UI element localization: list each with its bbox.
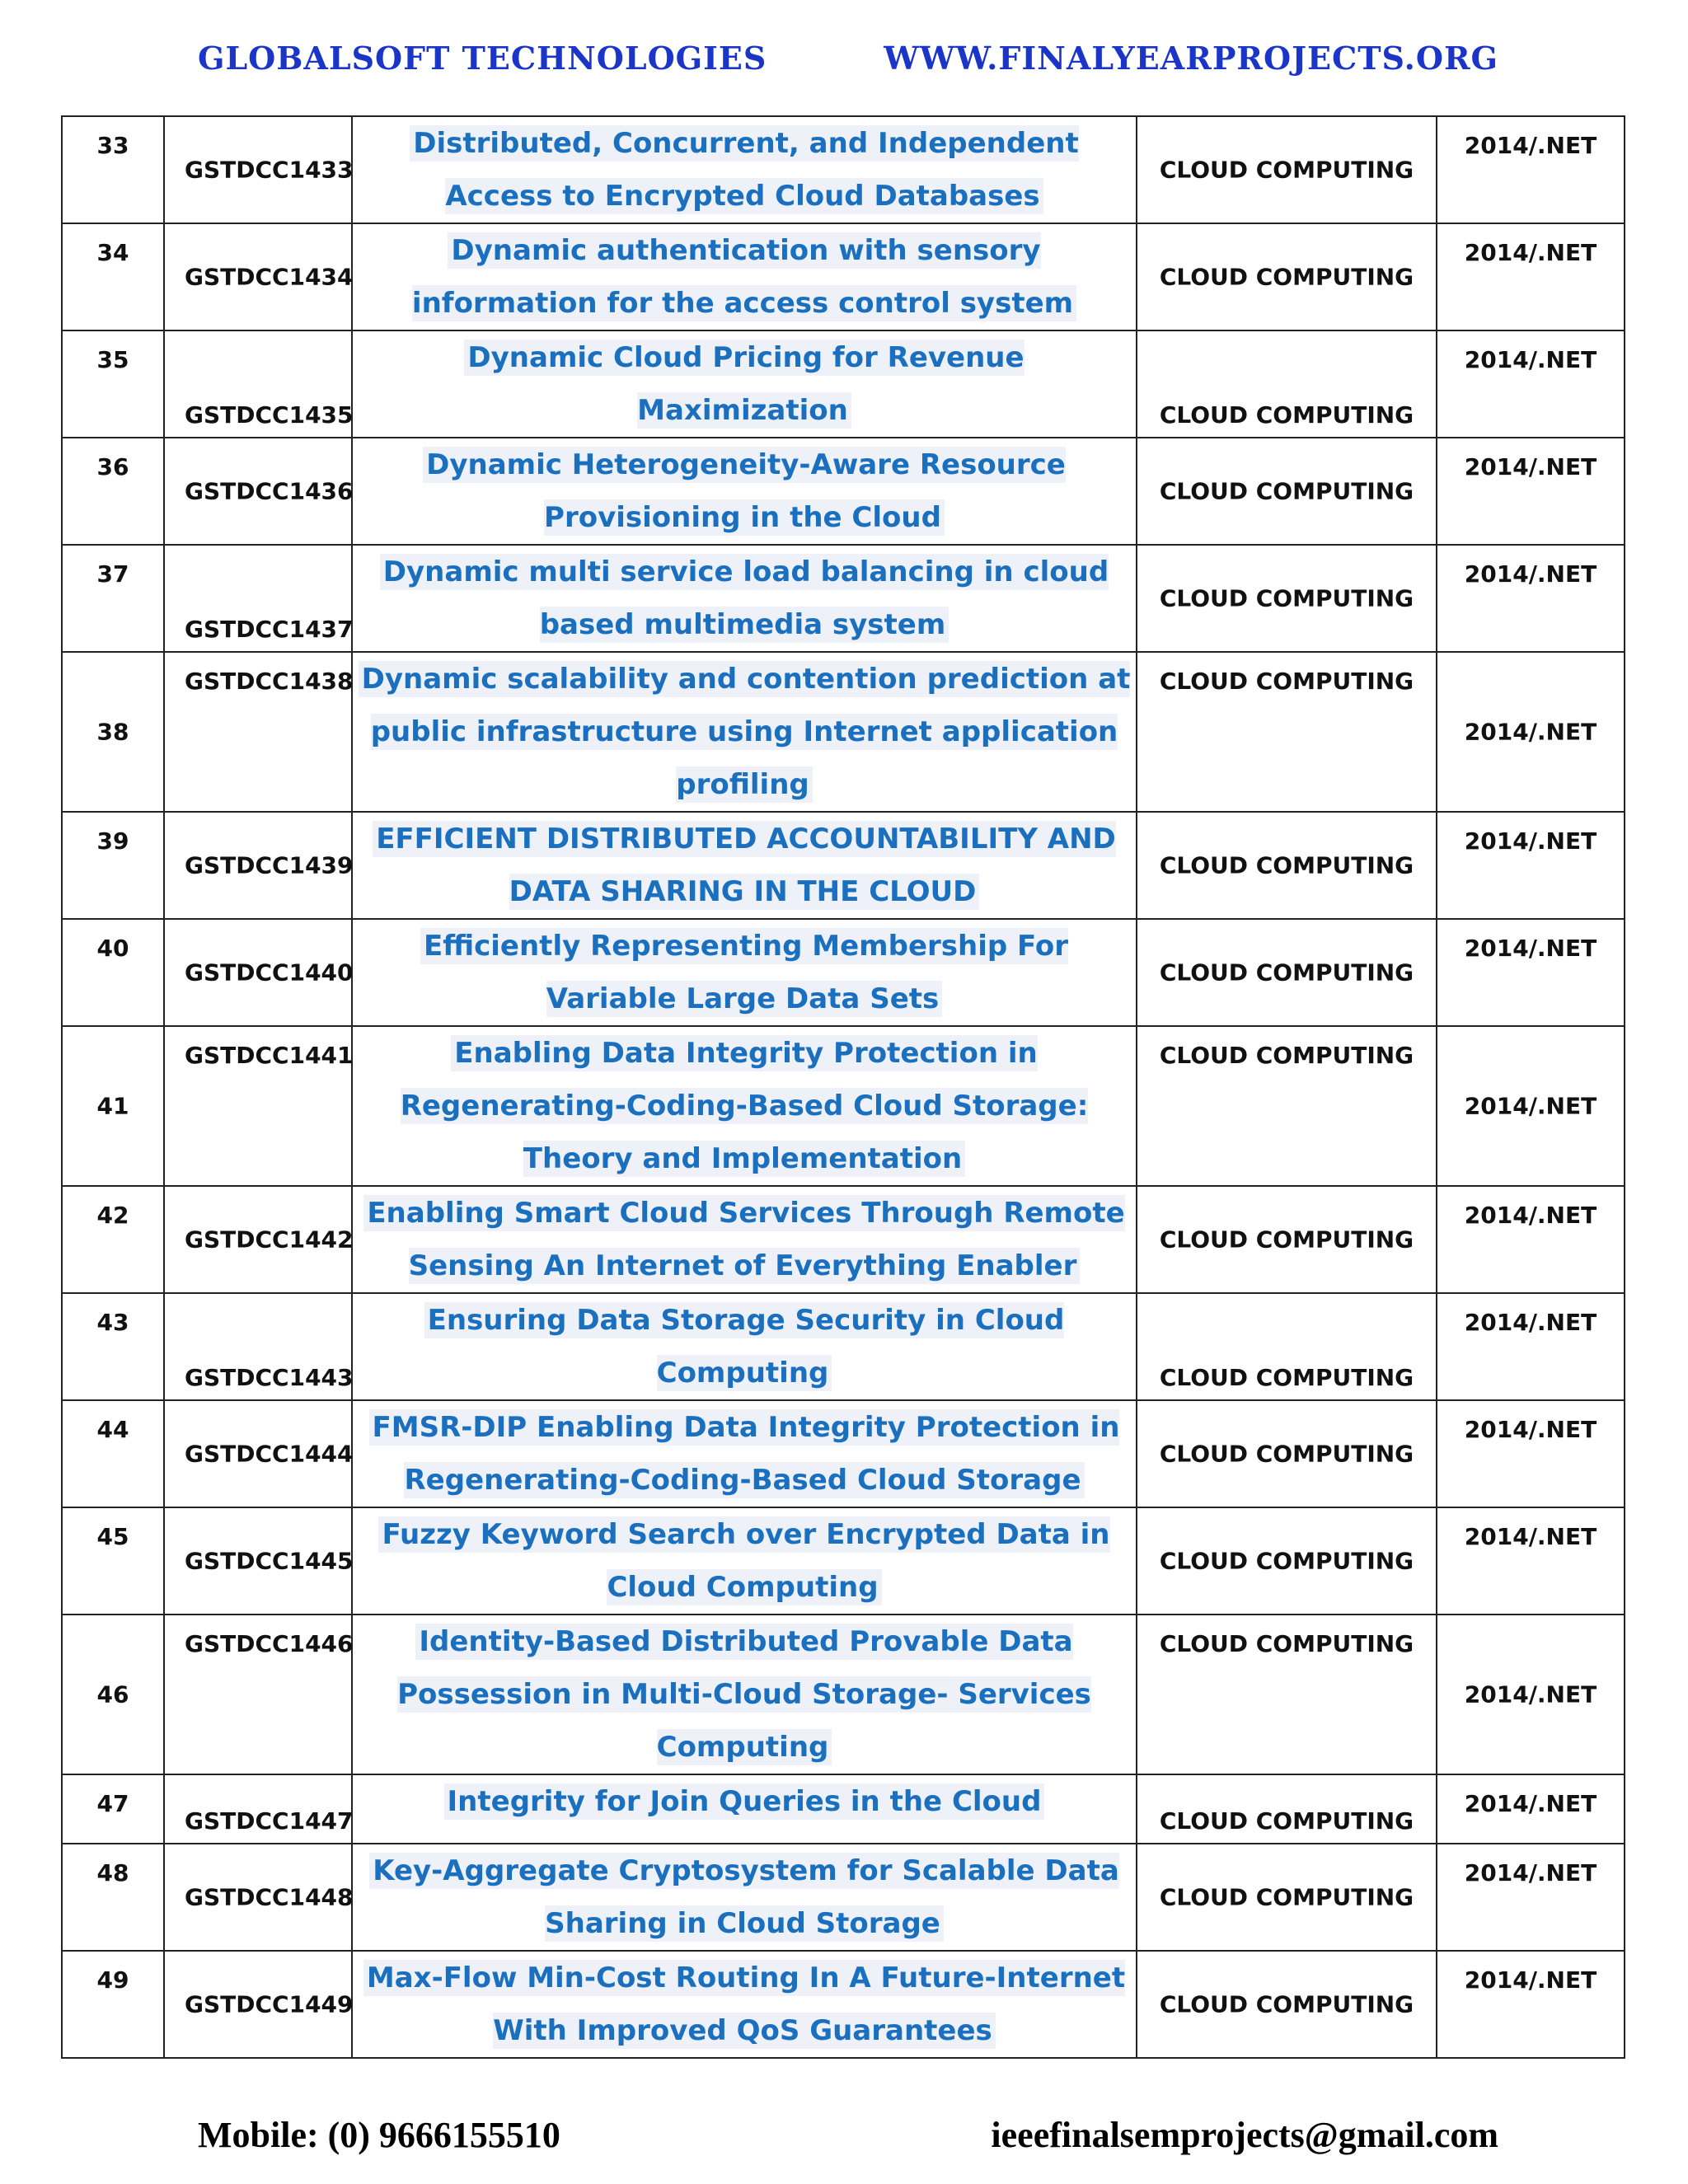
project-code-text: GSTDCC1437 xyxy=(185,616,354,643)
project-year xyxy=(1437,1774,1625,1844)
row-number xyxy=(62,1293,164,1400)
project-year xyxy=(1437,812,1625,919)
project-code xyxy=(164,438,352,545)
row-number xyxy=(62,1186,164,1293)
table-row xyxy=(62,116,1625,223)
project-year xyxy=(1437,1615,1625,1774)
project-domain xyxy=(1137,1774,1437,1844)
project-year-text: 2014/.NET xyxy=(1464,718,1597,746)
project-domain xyxy=(1137,1186,1437,1293)
project-code xyxy=(164,116,352,223)
project-domain-text: CLOUD COMPUTING xyxy=(1159,1883,1414,1911)
project-code-text: GSTDCC1445 xyxy=(185,1547,354,1575)
project-domain-text: CLOUD COMPUTING xyxy=(1159,156,1414,184)
project-year xyxy=(1437,545,1625,652)
project-title xyxy=(352,545,1137,652)
project-year-text: 2014/.NET xyxy=(1464,1966,1597,1994)
project-title-text: Dynamic Cloud Pricing for Revenue Maximization xyxy=(464,340,1024,429)
table-row xyxy=(62,1615,1625,1774)
project-domain xyxy=(1137,812,1437,919)
project-year xyxy=(1437,1293,1625,1400)
table-row xyxy=(62,1507,1625,1615)
project-title-text: Efficiently Representing Membership For Variable Large Data Sets xyxy=(420,928,1068,1017)
project-domain xyxy=(1137,1293,1437,1400)
project-code-text: GSTDCC1439 xyxy=(185,851,354,879)
project-title-text: Enabling Data Integrity Protection in Regenerating-Coding-Based Cloud Storage: Theory and Implementation xyxy=(400,1037,1089,1175)
project-year-text: 2014/.NET xyxy=(1464,239,1597,266)
row-number-text: 38 xyxy=(96,718,129,746)
project-code-text: GSTDCC1433 xyxy=(185,156,354,184)
project-year xyxy=(1437,330,1625,438)
table-row xyxy=(62,652,1625,812)
project-title-text: Dynamic authentication with sensory information for the access control system xyxy=(412,232,1076,321)
row-number xyxy=(62,116,164,223)
project-title-text: Dynamic Heterogeneity-Aware Resource Provisioning in the Cloud xyxy=(423,447,1066,536)
project-year xyxy=(1437,919,1625,1026)
row-number xyxy=(62,223,164,330)
project-code xyxy=(164,652,352,812)
project-year xyxy=(1437,1400,1625,1507)
row-number xyxy=(62,652,164,812)
project-title xyxy=(352,1844,1137,1951)
company-name: GLOBALSOFT TECHNOLOGIES xyxy=(198,39,767,77)
row-number xyxy=(62,330,164,438)
project-year-text: 2014/.NET xyxy=(1464,1790,1597,1817)
project-code-text: GSTDCC1442 xyxy=(185,1226,354,1254)
project-domain xyxy=(1137,116,1437,223)
project-domain-text: CLOUD COMPUTING xyxy=(1159,1547,1414,1575)
project-code-text: GSTDCC1447 xyxy=(185,1807,354,1835)
row-number xyxy=(62,1615,164,1774)
project-domain-text: CLOUD COMPUTING xyxy=(1159,1364,1414,1391)
project-code-text: GSTDCC1434 xyxy=(185,263,354,291)
project-year xyxy=(1437,1951,1625,2058)
project-domain-text: CLOUD COMPUTING xyxy=(1159,263,1414,291)
project-year-text: 2014/.NET xyxy=(1464,827,1597,855)
project-domain-text: CLOUD COMPUTING xyxy=(1159,1807,1414,1835)
row-number-text: 39 xyxy=(96,827,129,855)
row-number xyxy=(62,812,164,919)
project-domain xyxy=(1137,652,1437,812)
project-code-text: GSTDCC1448 xyxy=(185,1883,354,1911)
row-number xyxy=(62,919,164,1026)
project-year xyxy=(1437,1026,1625,1186)
project-year-text: 2014/.NET xyxy=(1464,1092,1597,1120)
project-code xyxy=(164,1507,352,1615)
project-year-text: 2014/.NET xyxy=(1464,1523,1597,1550)
project-title xyxy=(352,1293,1137,1400)
email-address: ieeefinalsemprojects@gmail.com xyxy=(991,2114,1498,2155)
project-code xyxy=(164,1026,352,1186)
project-domain-text: CLOUD COMPUTING xyxy=(1159,958,1414,987)
project-domain-text: CLOUD COMPUTING xyxy=(1159,584,1414,612)
table-row xyxy=(62,1186,1625,1293)
project-domain xyxy=(1137,330,1437,438)
projects-table xyxy=(61,115,1625,2059)
table-row xyxy=(62,1026,1625,1186)
row-number xyxy=(62,1774,164,1844)
project-year xyxy=(1437,223,1625,330)
project-domain-text: CLOUD COMPUTING xyxy=(1159,1042,1414,1069)
project-title-text: Key-Aggregate Cryptosystem for Scalable Data Sharing in Cloud Storage xyxy=(369,1853,1119,1942)
project-domain xyxy=(1137,545,1437,652)
project-title xyxy=(352,1951,1137,2058)
project-year-text: 2014/.NET xyxy=(1464,1859,1597,1886)
project-code xyxy=(164,545,352,652)
row-number xyxy=(62,545,164,652)
project-code-text: GSTDCC1446 xyxy=(185,1630,354,1657)
table-row xyxy=(62,545,1625,652)
row-number-text: 48 xyxy=(96,1859,129,1886)
project-year-text: 2014/.NET xyxy=(1464,132,1597,159)
project-year-text: 2014/.NET xyxy=(1464,1309,1597,1336)
project-year-text: 2014/.NET xyxy=(1464,1680,1597,1708)
project-year xyxy=(1437,652,1625,812)
project-title-text: Dynamic multi service load balancing in cloud based multimedia system xyxy=(380,554,1109,643)
project-title xyxy=(352,652,1137,812)
project-title xyxy=(352,223,1137,330)
project-code xyxy=(164,330,352,438)
row-number-text: 34 xyxy=(96,239,129,266)
project-code xyxy=(164,1774,352,1844)
table-row xyxy=(62,1844,1625,1951)
project-code-text: GSTDCC1449 xyxy=(185,1990,354,2018)
project-title xyxy=(352,1774,1137,1844)
project-year-text: 2014/.NET xyxy=(1464,453,1597,480)
project-code xyxy=(164,919,352,1026)
row-number xyxy=(62,1844,164,1951)
table-row xyxy=(62,438,1625,545)
project-title-text: Ensuring Data Storage Security in Cloud Computing xyxy=(424,1302,1065,1391)
project-title xyxy=(352,330,1137,438)
project-title xyxy=(352,116,1137,223)
project-year xyxy=(1437,1507,1625,1615)
row-number xyxy=(62,1026,164,1186)
project-title xyxy=(352,1615,1137,1774)
project-code-text: GSTDCC1438 xyxy=(185,668,354,695)
project-code-text: GSTDCC1440 xyxy=(185,958,354,987)
project-domain-text: CLOUD COMPUTING xyxy=(1159,401,1414,429)
project-domain-text: CLOUD COMPUTING xyxy=(1159,1630,1414,1657)
row-number xyxy=(62,438,164,545)
table-row xyxy=(62,1293,1625,1400)
project-year xyxy=(1437,438,1625,545)
row-number-text: 45 xyxy=(96,1523,129,1550)
project-year xyxy=(1437,116,1625,223)
table-row xyxy=(62,223,1625,330)
project-code-text: GSTDCC1436 xyxy=(185,477,354,505)
project-title-text: Max-Flow Min-Cost Routing In A Future-Internet With Improved QoS Guarantees xyxy=(363,1960,1125,2049)
project-domain xyxy=(1137,1615,1437,1774)
project-title-text: Distributed, Concurrent, and Independent Access to Encrypted Cloud Databases xyxy=(410,125,1078,214)
project-year-text: 2014/.NET xyxy=(1464,560,1597,588)
table-row xyxy=(62,1774,1625,1844)
project-year xyxy=(1437,1844,1625,1951)
table-row xyxy=(62,919,1625,1026)
project-domain-text: CLOUD COMPUTING xyxy=(1159,668,1414,695)
project-title-text: FMSR-DIP Enabling Data Integrity Protection in Regenerating-Coding-Based Cloud Storage xyxy=(369,1409,1120,1498)
project-domain xyxy=(1137,919,1437,1026)
row-number-text: 44 xyxy=(96,1416,129,1443)
project-code xyxy=(164,1844,352,1951)
row-number-text: 41 xyxy=(96,1092,129,1120)
project-domain-text: CLOUD COMPUTING xyxy=(1159,1226,1414,1254)
table-row xyxy=(62,1400,1625,1507)
row-number xyxy=(62,1507,164,1615)
project-title-text: Enabling Smart Cloud Services Through Remote Sensing An Internet of Everything Enabler xyxy=(363,1195,1124,1284)
row-number xyxy=(62,1400,164,1507)
project-title xyxy=(352,1186,1137,1293)
project-title xyxy=(352,1400,1137,1507)
project-title xyxy=(352,1507,1137,1615)
project-code-text: GSTDCC1435 xyxy=(185,401,354,429)
mobile-number: Mobile: (0) 9666155510 xyxy=(198,2114,560,2155)
project-code xyxy=(164,1400,352,1507)
table-row xyxy=(62,330,1625,438)
project-code xyxy=(164,223,352,330)
project-domain xyxy=(1137,1026,1437,1186)
row-number-text: 40 xyxy=(96,935,129,962)
project-domain-text: CLOUD COMPUTING xyxy=(1159,851,1414,879)
project-year-text: 2014/.NET xyxy=(1464,1416,1597,1443)
project-code xyxy=(164,1951,352,2058)
project-year-text: 2014/.NET xyxy=(1464,935,1597,962)
project-code-text: GSTDCC1444 xyxy=(185,1440,354,1468)
project-domain-text: CLOUD COMPUTING xyxy=(1159,1990,1414,2018)
row-number-text: 49 xyxy=(96,1966,129,1994)
project-domain xyxy=(1137,223,1437,330)
project-title xyxy=(352,812,1137,919)
project-code-text: GSTDCC1443 xyxy=(185,1364,354,1391)
project-domain-text: CLOUD COMPUTING xyxy=(1159,477,1414,505)
row-number-text: 43 xyxy=(96,1309,129,1336)
project-code xyxy=(164,1293,352,1400)
project-title xyxy=(352,919,1137,1026)
table-row xyxy=(62,1951,1625,2058)
project-title-text: Identity-Based Distributed Provable Data Possession in Multi-Cloud Storage- Services Computing xyxy=(397,1625,1091,1764)
row-number-text: 33 xyxy=(96,132,129,159)
row-number-text: 37 xyxy=(96,560,129,588)
project-title-text: Fuzzy Keyword Search over Encrypted Data in Cloud Computing xyxy=(378,1516,1109,1605)
project-title-text: EFFICIENT DISTRIBUTED ACCOUNTABILITY AND DATA SHARING IN THE CLOUD xyxy=(373,821,1116,910)
page-footer xyxy=(198,2110,1498,2159)
project-domain xyxy=(1137,1844,1437,1951)
project-title-text: Integrity for Join Queries in the Cloud xyxy=(444,1783,1045,1820)
project-domain xyxy=(1137,1507,1437,1615)
row-number-text: 46 xyxy=(96,1680,129,1708)
row-number xyxy=(62,1951,164,2058)
projects-table-body xyxy=(62,116,1625,2058)
project-title-text: Dynamic scalability and contention prediction at public infrastructure using Internet application profiling xyxy=(359,661,1131,803)
project-code-text: GSTDCC1441 xyxy=(185,1042,354,1069)
row-number-text: 35 xyxy=(96,346,129,373)
project-domain xyxy=(1137,438,1437,545)
project-domain-text: CLOUD COMPUTING xyxy=(1159,1440,1414,1468)
row-number-text: 36 xyxy=(96,453,129,480)
project-year xyxy=(1437,1186,1625,1293)
project-year-text: 2014/.NET xyxy=(1464,1202,1597,1229)
project-domain xyxy=(1137,1951,1437,2058)
project-code xyxy=(164,1186,352,1293)
row-number-text: 42 xyxy=(96,1202,129,1229)
project-code xyxy=(164,812,352,919)
project-code xyxy=(164,1615,352,1774)
website-url: WWW.FINALYEARPROJECTS.ORG xyxy=(884,39,1498,77)
table-row xyxy=(62,812,1625,919)
page-header xyxy=(198,33,1498,82)
row-number-text: 47 xyxy=(96,1790,129,1817)
project-title xyxy=(352,438,1137,545)
project-domain xyxy=(1137,1400,1437,1507)
project-title xyxy=(352,1026,1137,1186)
project-year-text: 2014/.NET xyxy=(1464,346,1597,373)
